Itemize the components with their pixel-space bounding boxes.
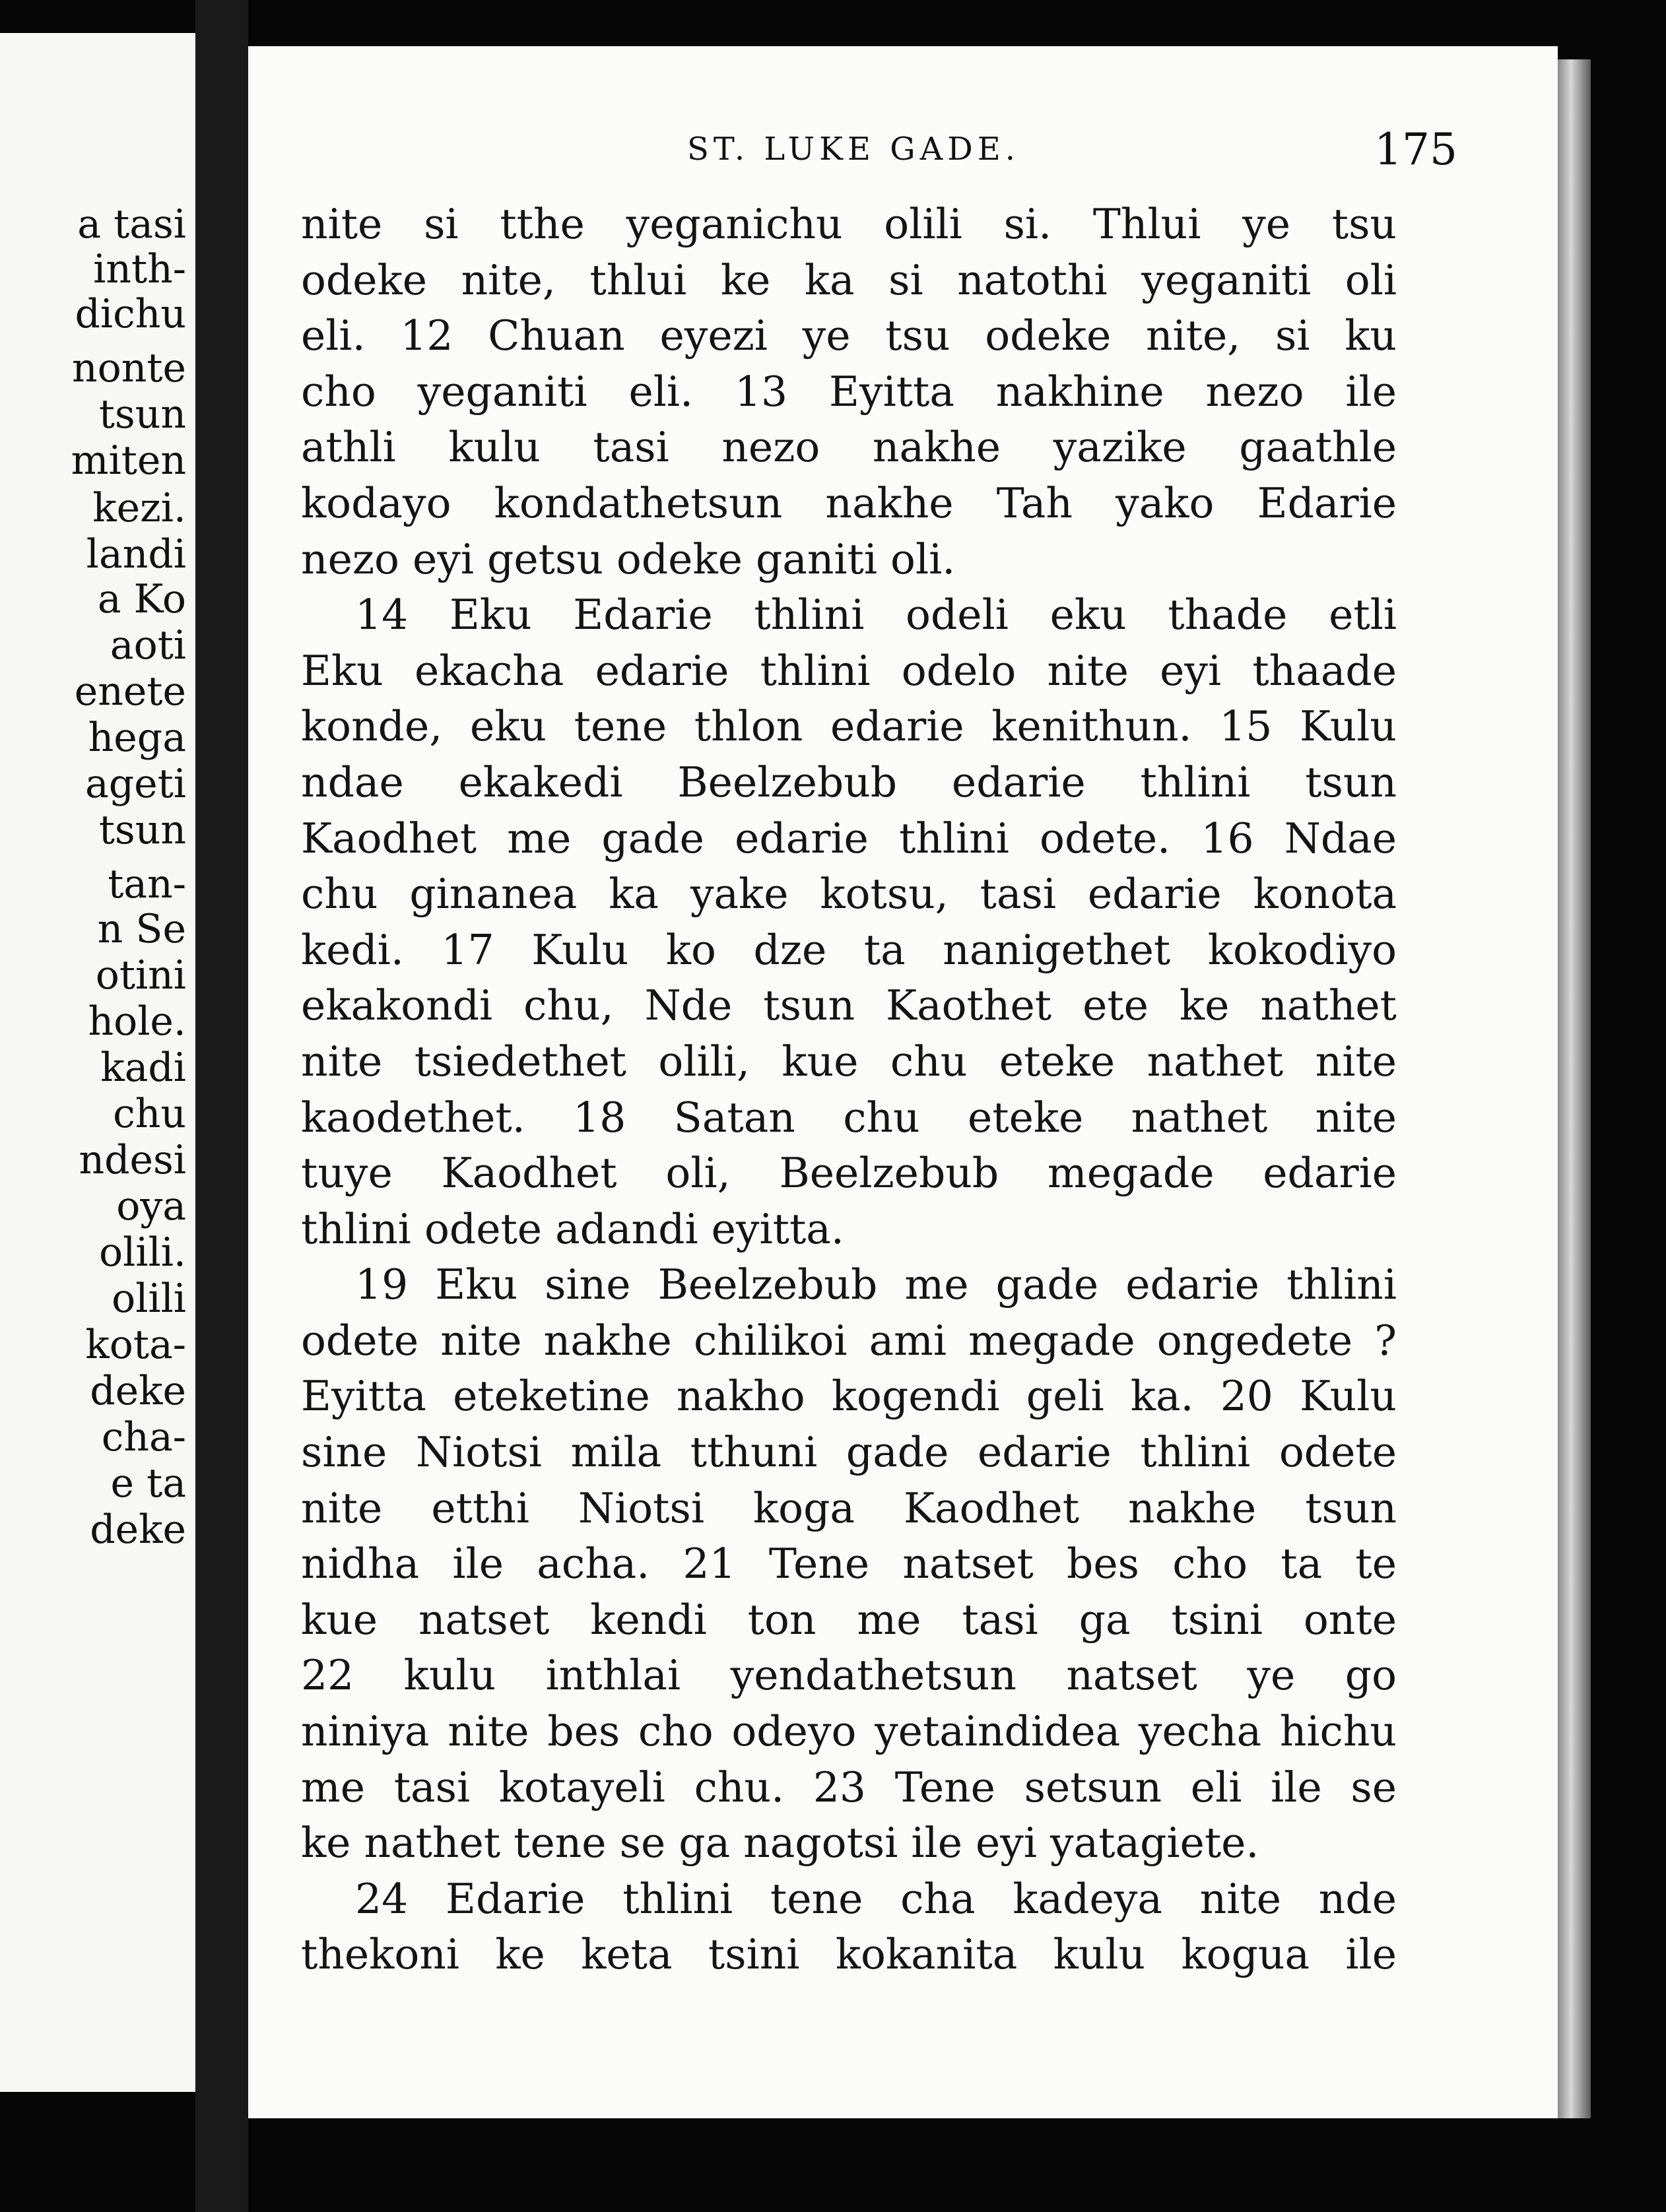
text-line: nezo eyi getsu odeke ganiti oli. [301, 535, 956, 583]
left-page-text-fragment: e ta [110, 1460, 186, 1507]
text-line: Eku ekacha edarie thlini odelo nite eyi thaade [301, 646, 1397, 695]
left-page-text-fragment: n Se [97, 906, 186, 952]
text-line: odete nite nakhe chilikoi ami megade ongedete ? [301, 1316, 1397, 1365]
body-text [301, 197, 1397, 1983]
left-page-text-fragment: hega [88, 715, 186, 761]
left-page-text-fragment: oya [116, 1183, 186, 1229]
text-line: eli. 12 Chuan eyezi ye tsu odeke nite, si ku [301, 311, 1397, 360]
text-line: kodayo kondathetsun nakhe Tah yako Edarie [301, 478, 1397, 527]
text-line: nidha ile acha. 21 Tene natset bes cho ta te [301, 1540, 1397, 1588]
text-line: sine Niotsi mila tthuni gade edarie thlini odete [301, 1428, 1397, 1477]
text-line: nite si tthe yeganichu olili si. Thlui ye tsu [301, 200, 1397, 248]
text-line: kaodethet. 18 Satan chu eteke nathet nite [301, 1093, 1397, 1142]
text-line: thlini odete adandi eyitta. [301, 1204, 844, 1253]
left-page-text-fragment: aoti [110, 622, 186, 668]
book-page [248, 46, 1558, 2118]
text-line: ndae ekakedi Beelzebub edarie thlini tsun [301, 758, 1397, 806]
text-line: thekoni ke keta tsini kokanita kulu kogua ile [301, 1930, 1397, 1979]
text-line: odeke nite, thlui ke ka si natothi yeganiti oli [301, 255, 1397, 304]
text-line: 14 Eku Edarie thlini odeli eku thade etli [355, 591, 1397, 639]
left-page-fragment [0, 33, 195, 2092]
text-line: athli kulu tasi nezo nakhe yazike gaathle [301, 423, 1397, 472]
page-gutter [195, 0, 248, 2212]
left-page-text-fragment: cha- [101, 1414, 186, 1460]
page-number: 175 [1374, 124, 1457, 175]
left-page-text-fragment: dichu [75, 291, 186, 337]
left-page-text-fragment: nonte [71, 345, 186, 391]
left-page-text-fragment: tsun [98, 807, 186, 853]
left-page-text-fragment: tsun [98, 391, 186, 438]
text-line: kue natset kendi ton me tasi ga tsini onte [301, 1595, 1397, 1644]
text-line: 19 Eku sine Beelzebub me gade edarie thlini [355, 1260, 1397, 1309]
text-line: 24 Edarie thlini tene cha kadeya nite nde [355, 1874, 1397, 1923]
text-line: Kaodhet me gade edarie thlini odete. 16 Ndae [301, 814, 1397, 862]
text-line: 22 kulu inthlai yendathetsun natset ye go [301, 1651, 1397, 1700]
text-line: kedi. 17 Kulu ko dze ta nanigethet kokodiyo [301, 925, 1397, 974]
left-page-text-fragment: kadi [100, 1045, 186, 1091]
left-page-text-fragment: enete [74, 668, 186, 715]
left-page-text-fragment: kezi. [92, 485, 186, 531]
left-page-text-fragment: hole. [88, 998, 186, 1045]
left-page-text-fragment: miten [71, 438, 186, 484]
text-line: nite etthi Niotsi koga Kaodhet nakhe tsun [301, 1483, 1397, 1532]
left-page-text-fragment: otini [95, 952, 186, 998]
left-page-text-fragment: deke [90, 1507, 186, 1553]
text-line: nite tsiedethet olili, kue chu eteke nathet nite [301, 1037, 1397, 1086]
left-page-text-fragment: a Ko [97, 576, 186, 622]
left-page-text-fragment: inth- [93, 246, 186, 292]
left-page-text-fragment: a tasi [77, 201, 186, 247]
text-line: chu ginanea ka yake kotsu, tasi edarie konota [301, 870, 1397, 919]
text-line: ekakondi chu, Nde tsun Kaothet ete ke nathet [301, 981, 1397, 1030]
left-page-text-fragment: chu [113, 1091, 186, 1137]
text-line: ke nathet tene se ga nagotsi ile eyi yatagiete. [301, 1819, 1259, 1868]
left-page-text-fragment: kota- [85, 1322, 186, 1368]
running-title: ST. LUKE GADE. [687, 131, 1020, 168]
text-line: Eyitta eteketine nakho kogendi geli ka. 20 Kulu [301, 1372, 1397, 1421]
left-page-text-fragment: tan- [108, 861, 186, 907]
left-page-text-fragment: olili. [99, 1229, 186, 1276]
page-edge [1558, 59, 1591, 2118]
left-page-text-fragment: landi [86, 531, 186, 577]
left-page-text-fragment: ndesi [79, 1137, 186, 1183]
text-line: me tasi kotayeli chu. 23 Tene setsun eli ile se [301, 1763, 1397, 1811]
left-page-text-fragment: deke [90, 1368, 186, 1414]
text-line: niniya nite bes cho odeyo yetaindidea yecha hichu [301, 1707, 1397, 1756]
text-line: cho yeganiti eli. 13 Eyitta nakhine nezo ile [301, 367, 1397, 416]
left-page-text-fragment: olili [112, 1276, 186, 1322]
text-line: tuye Kaodhet oli, Beelzebub megade edarie [301, 1149, 1397, 1198]
text-line: konde, eku tene thlon edarie kenithun. 15 Kulu [301, 702, 1397, 751]
left-page-text-fragment: ageti [85, 761, 186, 807]
